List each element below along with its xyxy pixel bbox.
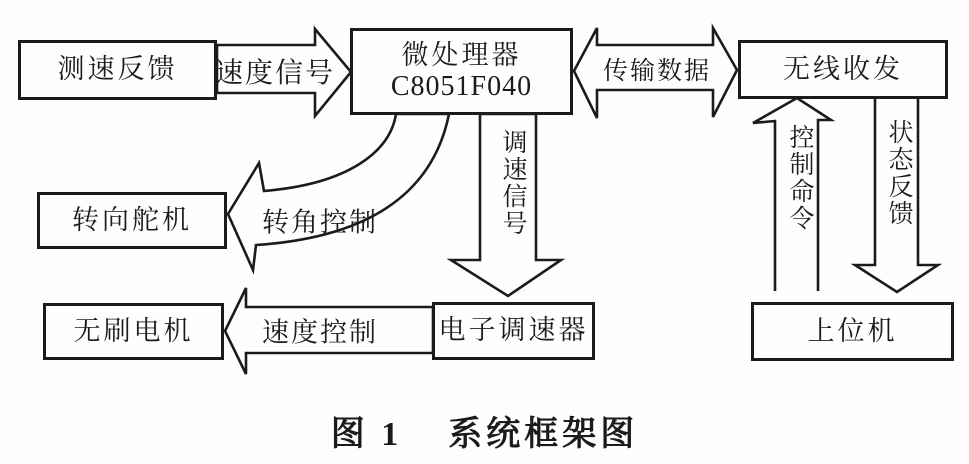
node-brushless-motor bbox=[43, 303, 224, 360]
node-host-pc-label: 上位机 bbox=[807, 315, 898, 346]
edge-label-data-transfer: 传输数据 bbox=[602, 58, 712, 85]
edge-label-speed-control: 速度控制 bbox=[262, 317, 378, 348]
node-host-pc bbox=[751, 302, 954, 361]
angle-control-curved-arrow bbox=[228, 114, 449, 270]
figure-caption-number: 图 1 bbox=[330, 415, 403, 453]
node-speed-feedback-label: 测速反馈 bbox=[57, 54, 178, 85]
node-wireless-label: 无线收发 bbox=[783, 53, 903, 84]
node-wireless-transceiver bbox=[738, 40, 948, 99]
edge-label-speed-signal: 速度信号 bbox=[214, 58, 336, 89]
edge-label-angle-control: 转角控制 bbox=[262, 207, 378, 238]
node-mcu-label-line2: C8051F040 bbox=[390, 70, 533, 102]
node-esc bbox=[432, 302, 595, 360]
node-mcu-label-line1: 微处理器 bbox=[401, 39, 522, 70]
edge-label-status-feedback: 状态反馈 bbox=[885, 119, 912, 227]
figure-caption bbox=[0, 406, 969, 454]
node-esc-label: 电子调速器 bbox=[438, 315, 589, 346]
node-steering-servo bbox=[37, 192, 227, 249]
node-speed-feedback bbox=[18, 40, 217, 100]
node-brushless-motor-label: 无刷电机 bbox=[73, 315, 194, 346]
edge-label-control-command: 控制命令 bbox=[786, 124, 813, 232]
node-mcu bbox=[350, 28, 573, 115]
figure-caption-title: 系统框架图 bbox=[448, 415, 639, 453]
edge-label-speed-adjust-signal: 调速信号 bbox=[499, 129, 526, 237]
node-steering-servo-label: 转向舵机 bbox=[72, 204, 192, 235]
